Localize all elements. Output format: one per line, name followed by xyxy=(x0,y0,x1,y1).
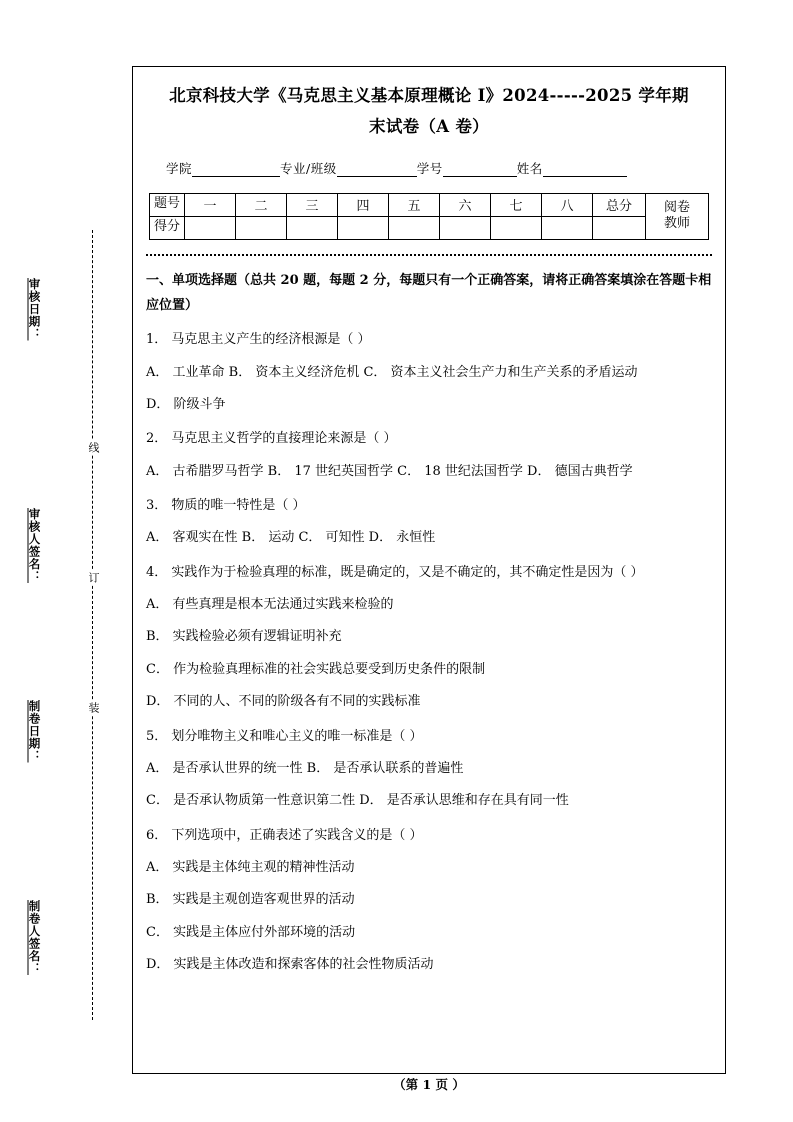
question-5 xyxy=(146,724,712,814)
seal-word-xian: 线 xyxy=(87,442,100,453)
question-1 xyxy=(146,327,712,417)
score-col-3: 三 xyxy=(287,193,338,216)
question-6-option-line-4[interactable]: D． 实践是主体改造和探索客体的社会性物质活动 xyxy=(146,956,434,972)
question-2-options xyxy=(146,459,712,484)
score-value-5[interactable] xyxy=(389,216,440,239)
margin-label-reviewer-sign: 审核人签名： xyxy=(27,508,42,583)
title-line-1: 北京科技大学《马克思主义基本原理概论 I》2024-----2025 学年期 xyxy=(169,86,689,105)
score-value-8[interactable] xyxy=(542,216,593,239)
section-title-1: 一、单项选择题（总共 20 题，每题 2 分，每题只有一个正确答案，请将正确答案填涂在答题卡相应位置） xyxy=(146,272,712,314)
score-col-total: 总分 xyxy=(593,193,646,216)
field-student-id-label: 学号 xyxy=(416,160,443,176)
question-5-option-line-2[interactable]: C． 是否承认物质第一性意识第二性 D． 是否承认思维和存在具有同一性 xyxy=(146,793,569,809)
page-title xyxy=(146,80,712,143)
score-col-5: 五 xyxy=(389,193,440,216)
margin-label-paper-date: 制卷日期： xyxy=(27,700,42,763)
score-col-7: 七 xyxy=(491,193,542,216)
question-4 xyxy=(146,560,712,715)
question-6 xyxy=(146,823,712,978)
score-table-value-row xyxy=(150,216,709,239)
score-row2-label: 得分 xyxy=(153,219,180,235)
field-college-blank[interactable] xyxy=(192,162,280,177)
question-2-stem: 2． 马克思主义哲学的直接理论来源是（ ） xyxy=(146,431,397,447)
question-1-options xyxy=(146,360,712,418)
fold-dashed-line xyxy=(92,230,93,1020)
score-value-1[interactable] xyxy=(185,216,236,239)
score-table-row-header-number xyxy=(150,193,185,216)
score-value-6[interactable] xyxy=(440,216,491,239)
field-name-label: 姓名 xyxy=(516,160,543,176)
question-body xyxy=(146,268,712,978)
page-footer: （第 1 页 ） xyxy=(393,1077,465,1092)
question-4-option-line-1[interactable]: A． 有些真理是根本无法通过实践来检验的 xyxy=(146,597,394,613)
field-major-class-blank[interactable] xyxy=(337,162,417,177)
question-4-option-line-2[interactable]: B． 实践检验必须有逻辑证明补充 xyxy=(146,629,342,645)
left-margin-area xyxy=(0,0,132,1122)
question-6-stem: 6． 下列选项中，正确表述了实践含义的是（ ） xyxy=(146,827,423,843)
question-2 xyxy=(146,426,712,484)
question-3-options xyxy=(146,525,712,550)
question-4-option-line-3[interactable]: C． 作为检验真理标准的社会实践总要受到历史条件的限制 xyxy=(146,661,486,677)
score-col-8: 八 xyxy=(542,193,593,216)
question-2-option-line-1[interactable]: A． 古希腊罗马哲学 B． 17 世纪英国哲学 C． 18 世纪法国哲学 D． 德国古典哲学 xyxy=(146,463,633,479)
question-4-stem: 4． 实践作为于检验真理的标准，既是确定的，又是不确定的，其不确定性是因为（ ） xyxy=(146,564,644,580)
score-col-2: 二 xyxy=(236,193,287,216)
teacher-label-line1: 阅卷 xyxy=(663,199,690,215)
field-major-class-label: 专业/班级 xyxy=(280,160,337,176)
field-name xyxy=(517,159,627,177)
score-value-7[interactable] xyxy=(491,216,542,239)
field-college xyxy=(166,159,280,177)
score-col-1: 一 xyxy=(185,193,236,216)
question-6-option-line-2[interactable]: B． 实践是主观创造客观世界的活动 xyxy=(146,892,355,908)
seal-word-zhuang: 装 xyxy=(87,702,100,713)
score-value-4[interactable] xyxy=(338,216,389,239)
score-table xyxy=(149,193,709,240)
page-content xyxy=(146,80,712,977)
question-1-stem: 1． 马克思主义产生的经济根源是（ ） xyxy=(146,332,371,348)
question-1-option-line-1[interactable]: A． 工业革命 B． 资本主义经济危机 C． 资本主义社会生产力和生产关系的矛盾运动 xyxy=(146,364,638,380)
score-value-total[interactable] xyxy=(593,216,646,239)
question-3-stem: 3． 物质的唯一特性是（ ） xyxy=(146,498,306,514)
question-1-option-line-2[interactable]: D． 阶级斗争 xyxy=(146,397,226,413)
margin-label-paper-sign: 制卷人签名： xyxy=(27,900,42,975)
question-6-options xyxy=(146,855,712,977)
question-3 xyxy=(146,493,712,551)
question-5-options xyxy=(146,756,712,814)
margin-label-review-date: 审核日期： xyxy=(27,278,42,341)
score-row1-label: 题号 xyxy=(153,196,180,212)
question-5-option-line-1[interactable]: A． 是否承认世界的统一性 B． 是否承认联系的普遍性 xyxy=(146,760,464,776)
score-col-4: 四 xyxy=(338,193,389,216)
score-value-2[interactable] xyxy=(236,216,287,239)
question-5-stem: 5． 划分唯物主义和唯心主义的唯一标准是（ ） xyxy=(146,728,423,744)
score-table-row-header-points xyxy=(150,216,185,239)
field-college-label: 学院 xyxy=(166,160,193,176)
dotted-divider xyxy=(146,254,712,256)
question-6-option-line-3[interactable]: C． 实践是主体应付外部环境的活动 xyxy=(146,924,356,940)
score-table-header-row xyxy=(150,193,709,216)
seal-word-ding: 订 xyxy=(87,572,100,583)
title-line-2: 末试卷（A 卷） xyxy=(369,117,489,137)
student-info-line xyxy=(146,159,712,177)
field-student-id-blank[interactable] xyxy=(443,162,517,177)
teacher-label-line2: 教师 xyxy=(663,216,690,232)
question-6-option-line-1[interactable]: A． 实践是主体纯主观的精神性活动 xyxy=(146,859,355,875)
question-3-option-line-1[interactable]: A． 客观实在性 B． 运动 C． 可知性 D． 永恒性 xyxy=(146,530,436,546)
score-value-3[interactable] xyxy=(287,216,338,239)
question-4-option-line-4[interactable]: D． 不同的人、不同的阶级各有不同的实践标准 xyxy=(146,694,421,710)
field-major-class xyxy=(280,159,417,177)
field-student-id xyxy=(417,159,517,177)
question-4-options xyxy=(146,592,712,714)
field-name-blank[interactable] xyxy=(543,162,627,177)
score-col-6: 六 xyxy=(440,193,491,216)
score-col-teacher xyxy=(646,193,709,239)
